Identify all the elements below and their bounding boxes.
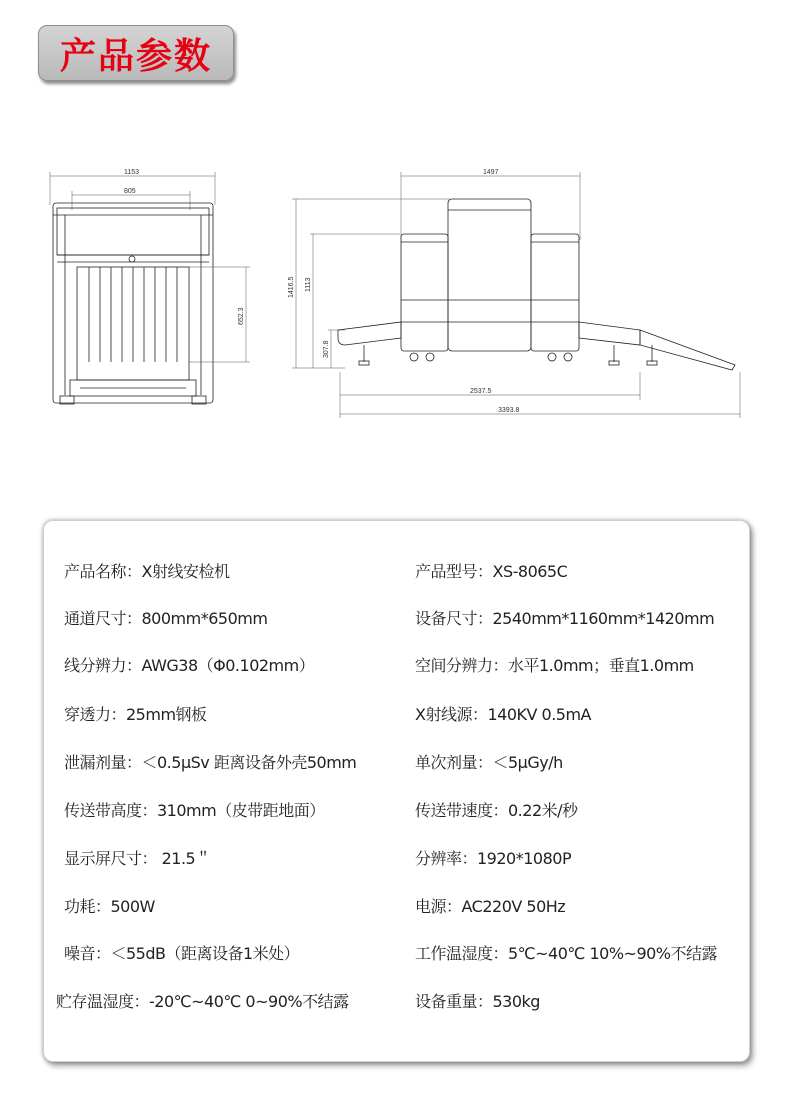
dim-side-total-length: 3393.8 <box>498 407 520 414</box>
param-left: 贮存温湿度：-20℃~40℃ 0~90%不结露 <box>56 992 349 1011</box>
param-row <box>44 606 751 636</box>
param-right: 分辨率：1920*1080P <box>415 849 572 868</box>
param-right: 工作温湿度：5℃~40℃ 10%~90%不结露 <box>415 944 718 963</box>
param-row <box>44 989 751 1019</box>
param-left: 穿透力：25mm钢板 <box>64 705 207 724</box>
param-right: 单次剂量：＜5μGy/h <box>415 753 563 772</box>
param-left: 噪音：＜55dB（距离设备1米处） <box>64 944 300 963</box>
param-row <box>44 941 751 971</box>
parameter-card <box>43 520 750 1062</box>
param-row <box>44 798 751 828</box>
param-row <box>44 894 751 924</box>
param-left: 通道尺寸：800mm*650mm <box>64 609 268 628</box>
param-row <box>44 750 751 780</box>
param-row <box>44 653 751 683</box>
param-row <box>44 702 751 732</box>
front-view <box>50 172 250 404</box>
side-view <box>292 172 740 418</box>
param-left: 显示屏尺寸： 21.5＂ <box>64 849 211 868</box>
param-left: 传送带高度：310mm（皮带距地面） <box>64 801 325 820</box>
param-left: 产品名称：X射线安检机 <box>64 562 230 581</box>
param-right: 空间分辨力：水平1.0mm；垂直1.0mm <box>415 656 694 675</box>
param-right: 传送带速度：0.22米/秒 <box>415 801 578 820</box>
section-title: 产品参数 <box>59 35 212 77</box>
param-row <box>44 846 751 876</box>
dim-front-width-inner: 805 <box>124 188 136 195</box>
dim-front-width-total: 1153 <box>124 169 140 176</box>
dim-side-body-length: 2537.5 <box>470 388 492 395</box>
param-right: X射线源：140KV 0.5mA <box>415 705 592 724</box>
dim-side-width-top: 1497 <box>483 169 499 176</box>
param-right: 设备尺寸：2540mm*1160mm*1420mm <box>415 609 715 628</box>
dim-side-belt-height: 307.8 <box>323 340 330 358</box>
param-left: 功耗：500W <box>64 897 155 916</box>
dim-front-tunnel-height: 652.3 <box>238 307 245 325</box>
dim-side-height-mid: 1113 <box>305 277 312 292</box>
section-title-badge <box>38 25 234 81</box>
param-row <box>44 559 751 589</box>
dim-side-height-total: 1416.5 <box>288 276 295 298</box>
param-left: 线分辨力：AWG38（Φ0.102mm） <box>64 656 315 675</box>
param-left: 泄漏剂量：＜0.5μSv 距离设备外壳50mm <box>64 753 357 772</box>
param-right: 产品型号：XS-8065C <box>415 562 568 581</box>
param-right: 设备重量：530kg <box>415 992 540 1011</box>
param-right: 电源：AC220V 50Hz <box>415 897 566 916</box>
technical-drawing <box>0 150 790 440</box>
